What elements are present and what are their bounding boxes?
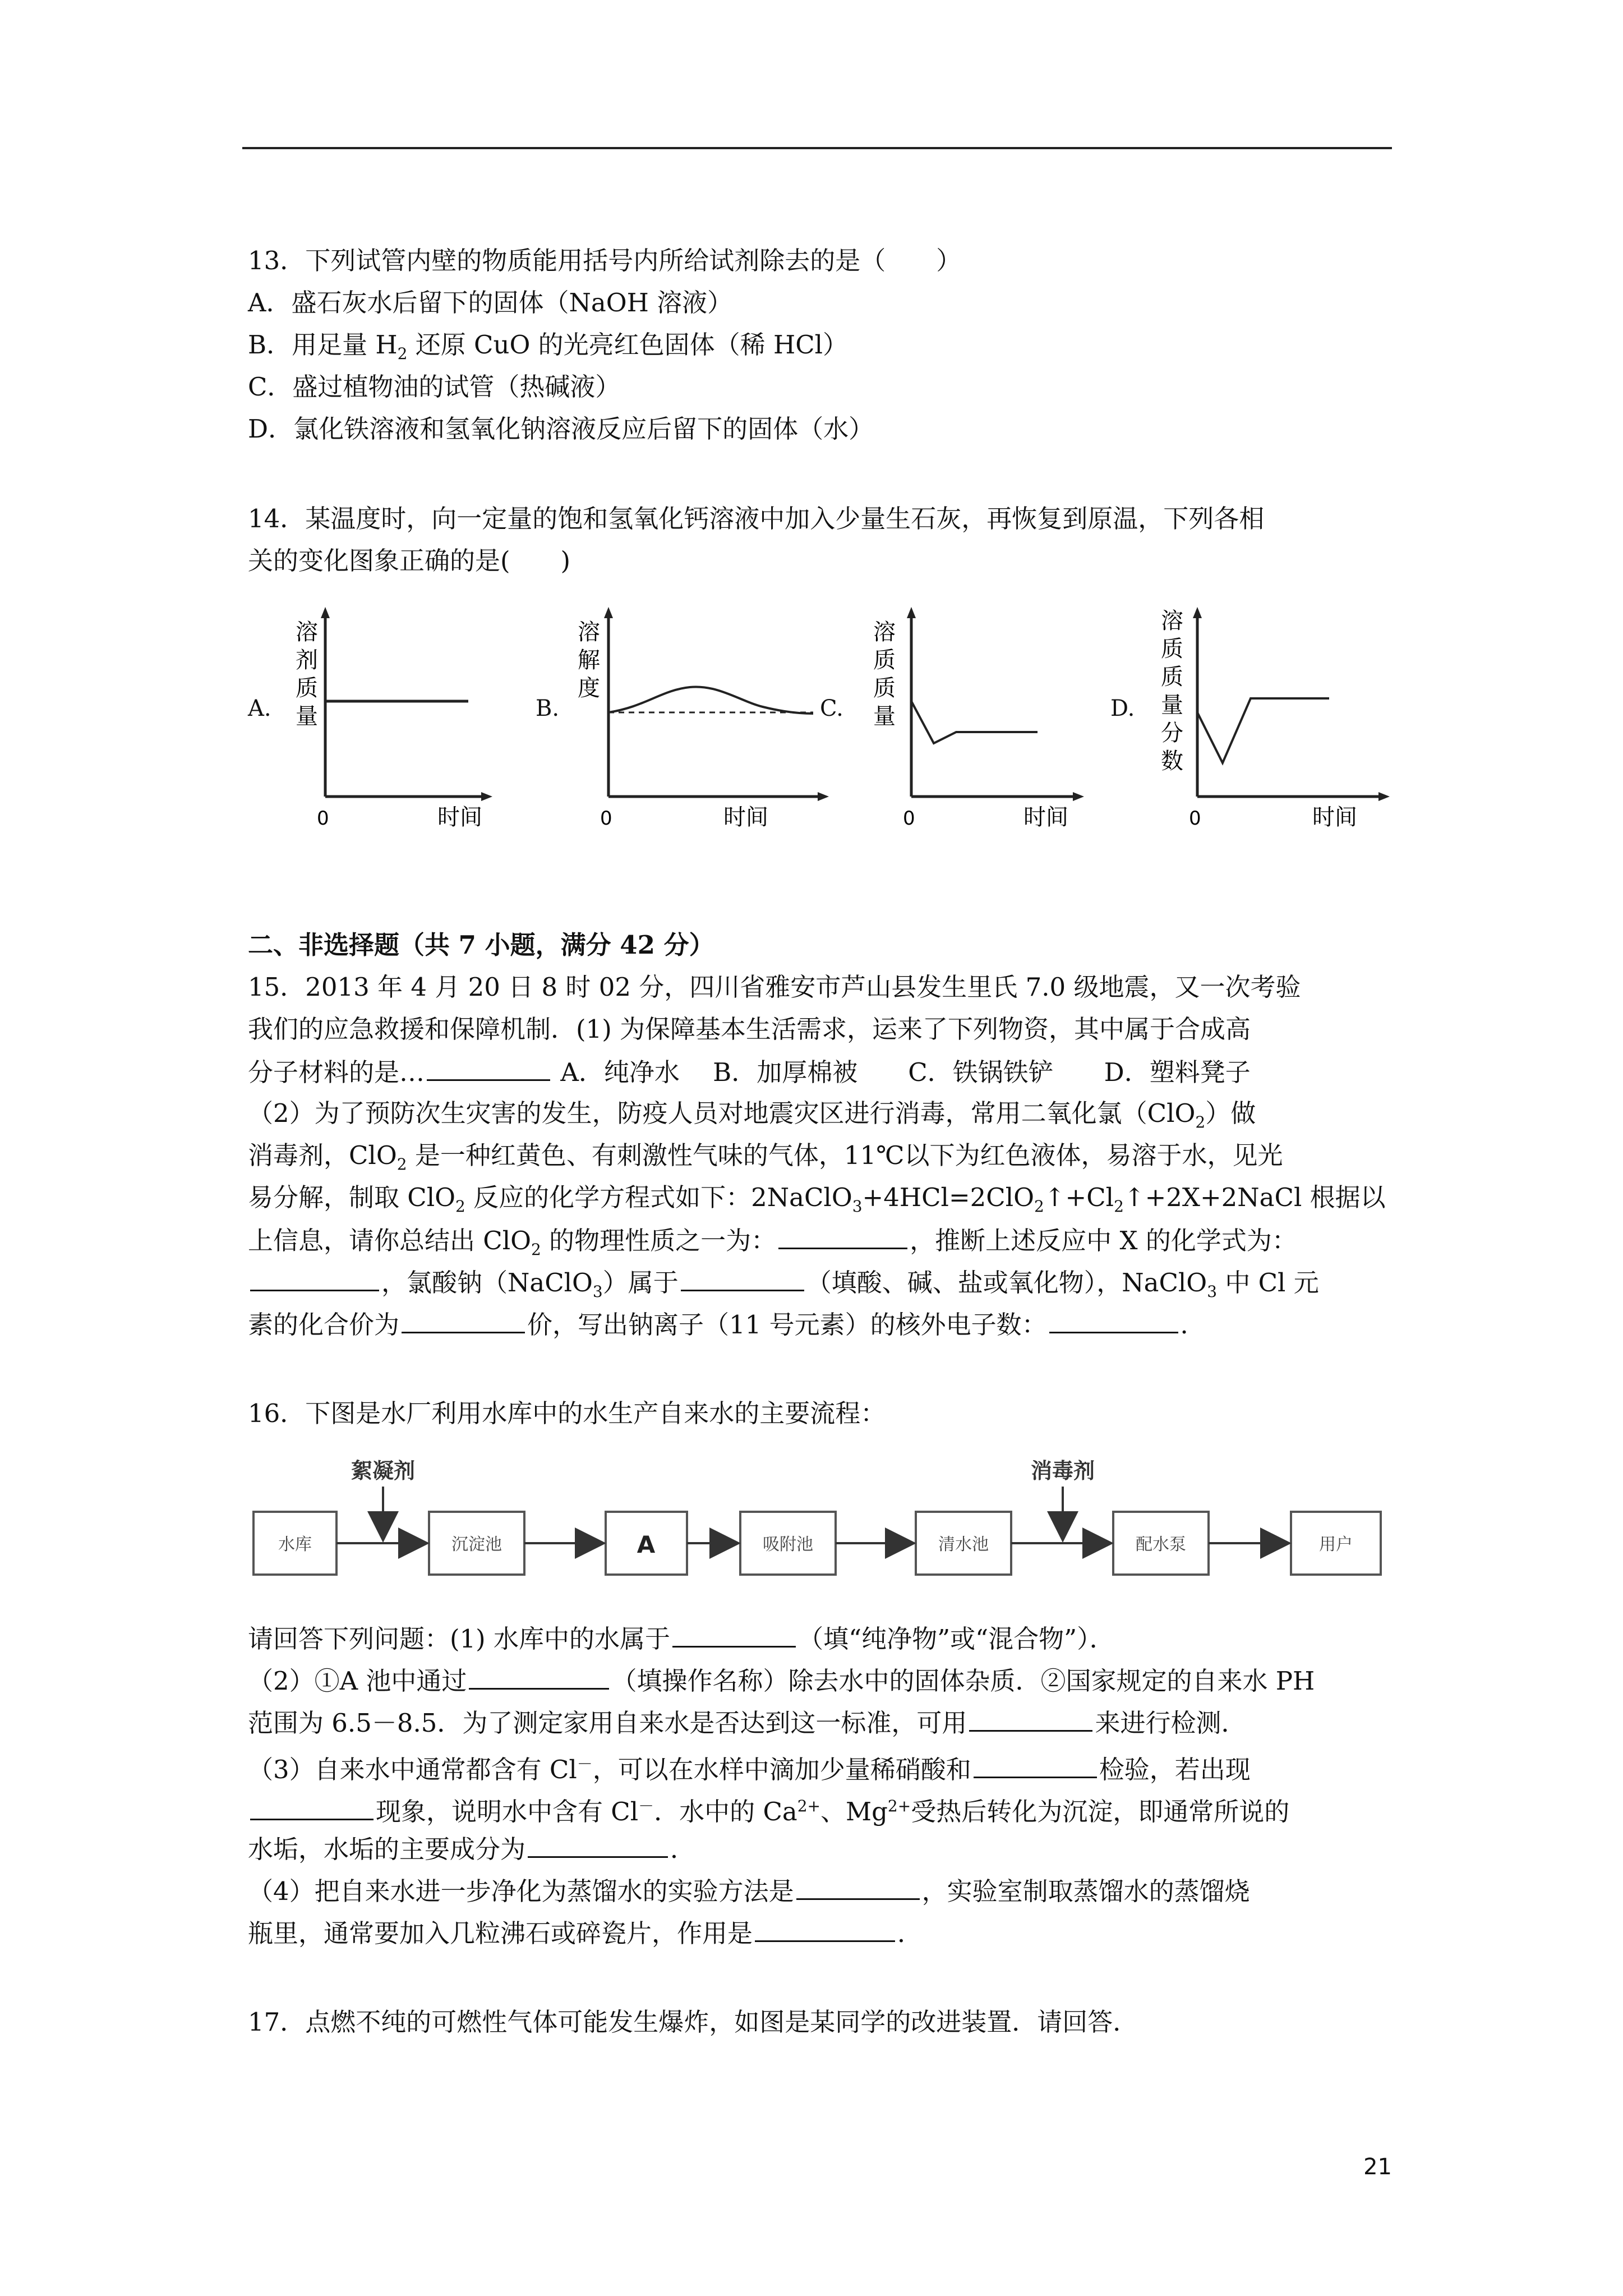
- flow-additive-2: 消毒剂: [1030, 1458, 1095, 1483]
- graph-a-origin: 0: [317, 807, 329, 830]
- q13-stem: 13．下列试管内壁的物质能用括号内所给试剂除去的是（ ）: [248, 246, 962, 275]
- graph-b: [561, 606, 830, 830]
- graph-a-ylabel-2: 质: [296, 675, 318, 701]
- q15-blank-6: [1049, 1307, 1178, 1333]
- graph-c-ylabel-1: 质: [873, 647, 896, 673]
- q16-flow-diagram: [247, 1453, 1396, 1599]
- q14-stem-line1: 14．某温度时，向一定量的饱和氢氧化钙溶液中加入少量生石灰，再恢复到原温，下列各相: [248, 504, 1265, 533]
- q16-line4: （3）自来水中通常都含有 Cl－，可以在水样中滴加少量稀硝酸和 检验，若出现: [248, 1747, 1251, 1787]
- graph-d-ylabel-2: 质: [1161, 664, 1183, 690]
- q16-blank-7: [796, 1874, 920, 1900]
- q16-blank-4: [974, 1752, 1097, 1778]
- graph-d-ylabel-4: 分: [1161, 720, 1183, 746]
- graph-c-ylabel-0: 溶: [873, 619, 896, 645]
- graph-d-origin: 0: [1189, 807, 1201, 830]
- graph-a-ylabel-3: 量: [296, 703, 318, 729]
- graph-a: [280, 606, 494, 830]
- q16-blank-5: [250, 1794, 374, 1820]
- q15-line1: 15．2013 年 4 月 20 日 8 时 02 分，四川省雅安市芦山县发生里氏 7.0 级地震，又一次考验: [248, 972, 1301, 1002]
- q16-blank-3: [969, 1705, 1092, 1732]
- q15-line5: 消毒剂，ClO$_2$ 是一种红黄色、有刺激性气味的气体，11℃以下为红色液体，易溶于水，见光: [248, 1140, 1283, 1174]
- q16-line8: 瓶里，通常要加入几粒沸石或碎瓷片，作用是 ．: [248, 1916, 923, 1950]
- q15-line9: 素的化合价为 价，写出钠离子（11 号元素）的核外电子数： ．: [248, 1307, 1206, 1342]
- graph-a-option: A.: [248, 696, 271, 721]
- graph-c-ylabel-2: 质: [873, 675, 896, 701]
- flow-label-3: 吸附池: [763, 1535, 813, 1554]
- q15-blank-5: [402, 1307, 525, 1333]
- graph-d-ylabel-1: 质: [1161, 636, 1183, 662]
- flow-label-5: 配水泵: [1136, 1535, 1186, 1554]
- q13-option-b: B．用足量 $H_2$ 还原 CuO 的光亮红色固体（稀 HCl）: [248, 330, 849, 363]
- graph-c-option: C.: [820, 696, 843, 721]
- q15-line8: ，氯酸钠（NaClO$_3$）属于 （填酸、碱、盐或氧化物），NaClO$_3$ 中 Cl 元: [248, 1265, 1319, 1309]
- graph-b-ylabel-0: 溶: [578, 619, 600, 645]
- q15-blank-1: [427, 1055, 550, 1081]
- graph-d: [1144, 606, 1391, 830]
- q16-line3: 范围为 6.5－8.5．为了测定家用自来水是否达到这一标准，可用 来进行检测．: [248, 1705, 1246, 1740]
- q15-line4: （2）为了预防次生灾害的发生，防疫人员对地震灾区进行消毒，常用二氧化氯（ClO$_2$）做: [248, 1098, 1256, 1131]
- graph-c-origin: 0: [903, 807, 915, 830]
- q14-stem-line2: 关的变化图象正确的是( ): [248, 546, 571, 576]
- graph-d-ylabel-3: 量: [1161, 692, 1183, 718]
- q16-line7: （4）把自来水进一步净化为蒸馏水的实验方法是 ，实验室制取蒸馏水的蒸馏烧: [248, 1874, 1250, 1908]
- graph-d-xlabel: 时间: [1312, 804, 1357, 830]
- section-2-title: 二、非选择题（共 7 小题，满分 42 分）: [248, 930, 714, 960]
- q15-line7: 上信息，请你总结出 ClO$_2$ 的物理性质之一为： ，推断上述反应中 X 的化学式为：: [248, 1223, 1297, 1267]
- header-rule: [242, 147, 1392, 149]
- q15-blank-3: [250, 1265, 379, 1291]
- flow-additive-1: 絮凝剂: [351, 1458, 416, 1483]
- q15-blank-2: [778, 1223, 907, 1249]
- graph-b-origin: 0: [600, 807, 612, 830]
- flow-label-0: 水库: [278, 1535, 312, 1554]
- graph-d-ylabel-0: 溶: [1161, 608, 1183, 634]
- graph-a-ylabel-0: 溶: [296, 619, 318, 645]
- q16-blank-8: [755, 1916, 895, 1942]
- graph-b-ylabel-2: 度: [578, 675, 600, 701]
- graph-b-option: B.: [536, 696, 560, 721]
- flow-label-2: A: [637, 1531, 656, 1558]
- page-number: 21: [1363, 2154, 1392, 2180]
- graph-c-ylabel-3: 量: [873, 703, 896, 729]
- graph-d-ylabel-5: 数: [1161, 748, 1183, 774]
- graph-a-ylabel-1: 剂: [296, 647, 318, 673]
- q16-line2: （2）①A 池中通过 （填操作名称）除去水中的固体杂质．②国家规定的自来水 PH: [248, 1663, 1315, 1698]
- flow-label-1: 沉淀池: [451, 1535, 502, 1554]
- graph-b-xlabel: 时间: [723, 804, 768, 830]
- q16-blank-1: [672, 1621, 796, 1648]
- q13-option-c: C．盛过植物油的试管（热碱液）: [248, 372, 621, 402]
- flow-label-4: 清水池: [938, 1535, 989, 1554]
- graph-d-option: D.: [1110, 696, 1135, 721]
- q15-line3: 分子材料的是… A．纯净水 B．加厚棉被 C．铁锅铁铲 D．塑料凳子: [248, 1055, 1251, 1089]
- q16-line5: 现象，说明水中含有 Cl－．水中的 $Ca^{2+}$、$Mg^{2+}$受热后转化为沉淀，即通常所说的: [248, 1789, 1289, 1829]
- q15-line6: 易分解，制取 ClO$_2$ 反应的化学方程式如下：$2NaClO_3+4HCl=2ClO_2↑+Cl_2↑+2X+2NaCl$ 根据以: [248, 1182, 1386, 1216]
- q15-blank-4: [681, 1265, 804, 1291]
- q16-line1: 请回答下列问题：(1) 水库中的水属于 （填“纯净物”或“混合物”）．: [248, 1621, 1115, 1656]
- flow-label-6: 用户: [1319, 1535, 1353, 1554]
- q17-stem: 17．点燃不纯的可燃性气体可能发生爆炸，如图是某同学的改进装置．请回答．: [248, 2007, 1138, 2037]
- graph-c: [850, 606, 1085, 830]
- graph-a-xlabel: 时间: [437, 804, 482, 830]
- q15-line2: 我们的应急救援和保障机制．(1) 为保障基本生活需求，运来了下列物资，其中属于合成高: [248, 1014, 1251, 1044]
- graph-c-xlabel: 时间: [1023, 804, 1068, 830]
- q16-blank-2: [469, 1663, 609, 1690]
- q16-line6: 水垢，水垢的主要成分为 ．: [248, 1832, 695, 1866]
- q16-stem: 16．下图是水厂利用水库中的水生产自来水的主要流程：: [248, 1398, 886, 1428]
- q16-blank-6: [528, 1832, 668, 1858]
- q13-option-a: A．盛石灰水后留下的固体（NaOH 溶液）: [248, 288, 733, 318]
- q13-option-d: D．氯化铁溶液和氢氧化钠溶液反应后留下的固体（水）: [248, 414, 874, 444]
- graph-b-ylabel-1: 解: [578, 647, 600, 673]
